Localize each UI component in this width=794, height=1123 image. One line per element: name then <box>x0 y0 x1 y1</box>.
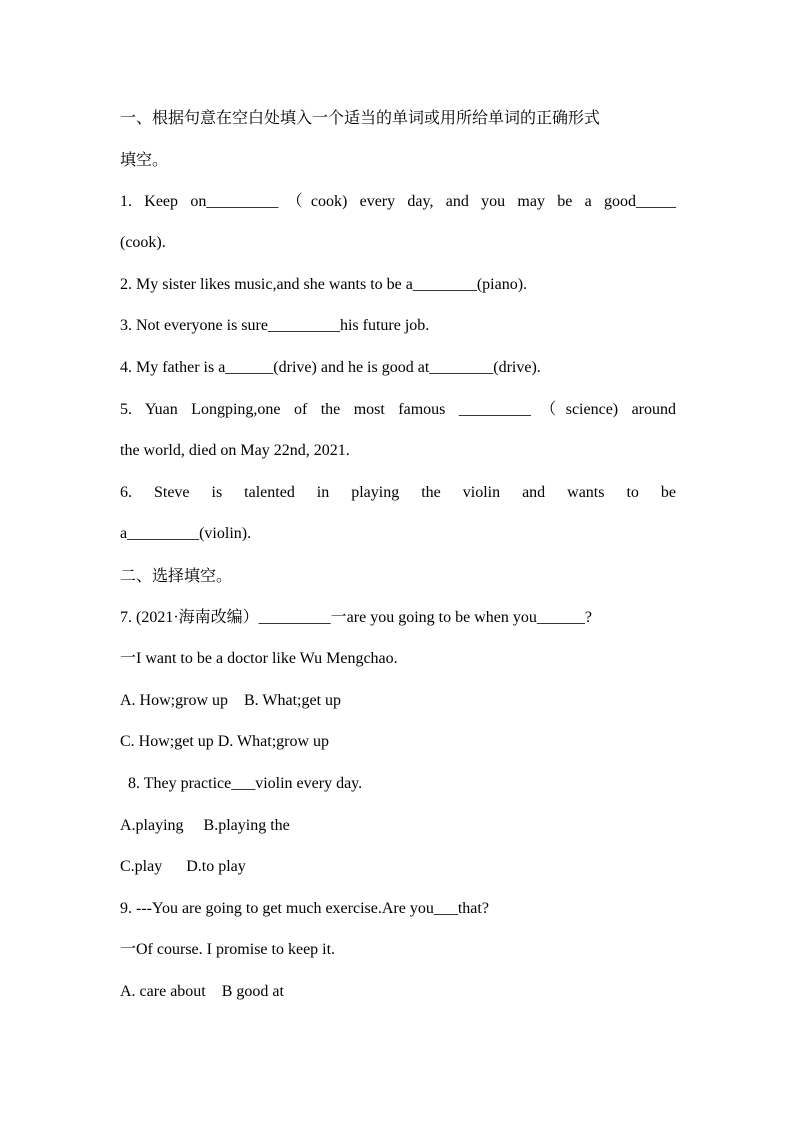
question-6-cont: a_________(violin). <box>120 525 252 542</box>
question-8-options-cd: C.play D.to play <box>120 858 246 875</box>
question-9-answer: 一Of course. I promise to keep it. <box>120 941 336 958</box>
question-1-cont: (cook). <box>120 234 166 251</box>
question-6: 6. Steve is talented in playing the violin and wants to be <box>120 484 676 501</box>
question-7-options-cd: C. How;get up D. What;grow up <box>120 733 330 750</box>
question-7: 7. (2021·海南改编）_________一are you going to be when you______? <box>120 609 592 626</box>
question-1: 1. Keep on_________（cook) every day, and you may be a good_____ <box>120 193 676 210</box>
question-5: 5. Yuan Longping,one of the most famous _________（science) around <box>120 401 676 418</box>
question-9: 9. ---You are going to get much exercise.Are you___that? <box>120 900 489 917</box>
question-8: 8. They practice___violin every day. <box>120 775 363 792</box>
question-7-options-ab: A. How;grow up B. What;get up <box>120 692 342 709</box>
question-9-options-ab: A. care about B good at <box>120 983 284 1000</box>
question-3: 3. Not everyone is sure_________his future job. <box>120 317 430 334</box>
section-2-heading: 二、选择填空。 <box>120 566 233 585</box>
question-8-options-ab: A.playing B.playing the <box>120 817 290 834</box>
section-1-heading: 一、根据句意在空白处填入一个适当的单词或用所给单词的正确形式 <box>120 108 601 127</box>
question-5-cont: the world, died on May 22nd, 2021. <box>120 442 350 459</box>
question-4: 4. My father is a______(drive) and he is good at________(drive). <box>120 359 541 376</box>
question-7-answer: 一I want to be a doctor like Wu Mengchao. <box>120 650 398 667</box>
section-1-heading-cont: 填空。 <box>120 150 169 169</box>
question-2: 2. My sister likes music,and she wants to be a________(piano). <box>120 276 528 293</box>
